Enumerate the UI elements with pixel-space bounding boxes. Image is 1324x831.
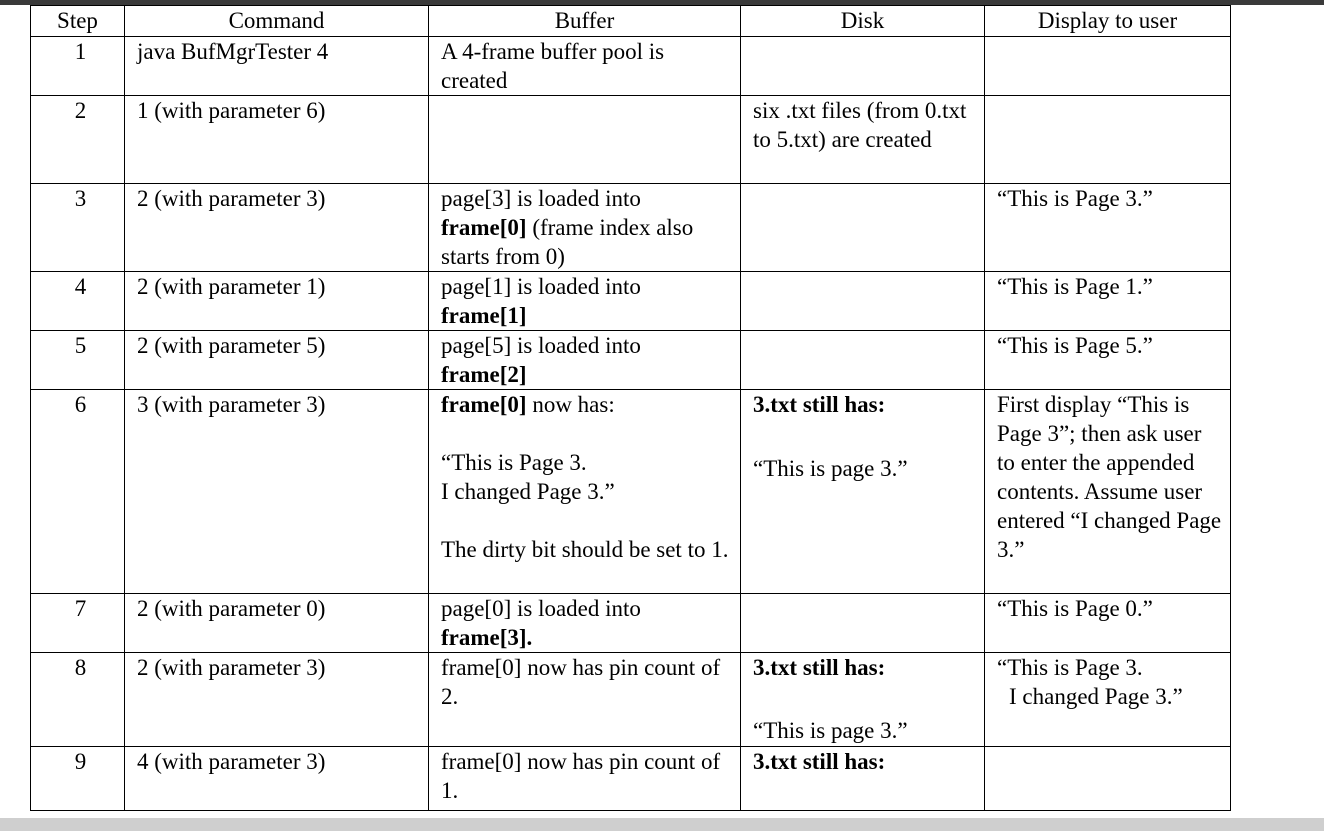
step-cell: 5: [31, 331, 125, 390]
disk-text: “This is page 3.”: [753, 718, 908, 743]
header-row: [31, 6, 1231, 37]
table-row: [31, 331, 1231, 390]
table-row: [31, 96, 1231, 184]
disk-text: “This is page 3.”: [753, 456, 908, 481]
buffer-frame-label: frame[2]: [441, 362, 527, 387]
disk-cell: [741, 331, 985, 390]
disk-cell: six .txt files (from 0.txt to 5.txt) are created: [741, 96, 985, 184]
buffer-frame-label: frame[0]: [441, 392, 527, 417]
disk-heading: 3.txt still has:: [753, 392, 886, 417]
header-buffer: Buffer: [429, 6, 741, 37]
display-text: “This is Page 3.: [997, 655, 1143, 680]
disk-cell: [741, 184, 985, 272]
buffer-text: page[5] is loaded into: [441, 333, 641, 358]
buffer-cell: [429, 96, 741, 184]
command-cell: 3 (with parameter 3): [125, 390, 429, 594]
disk-heading: 3.txt still has:: [753, 749, 886, 774]
buffer-text: (frame index also starts from 0): [441, 215, 694, 269]
buffer-text: “This is Page 3.: [441, 450, 587, 475]
disk-cell: [741, 37, 985, 96]
display-cell: [985, 653, 1231, 747]
buffer-frame-label: frame[3].: [441, 625, 533, 650]
disk-cell: [741, 272, 985, 331]
buffer-cell: frame[0] now has pin count of 1.: [429, 747, 741, 811]
buffer-frame-label: frame[0]: [441, 215, 527, 240]
disk-heading: 3.txt still has:: [753, 655, 886, 680]
bottom-scroll-bar: [0, 818, 1324, 831]
buffer-frame-label: frame[1]: [441, 303, 527, 328]
disk-cell: [741, 653, 985, 747]
step-cell: 1: [31, 37, 125, 96]
header-display: Display to user: [985, 6, 1231, 37]
buffer-text: I changed Page 3.”: [441, 479, 615, 504]
table-row: [31, 272, 1231, 331]
command-cell: 2 (with parameter 3): [125, 184, 429, 272]
header-disk: Disk: [741, 6, 985, 37]
buffer-cell: A 4-frame buffer pool is created: [429, 37, 741, 96]
buffer-cell: [429, 184, 741, 272]
buffer-cell: [429, 331, 741, 390]
buffer-text: now has:: [532, 392, 615, 417]
buffer-text: page[0] is loaded into: [441, 596, 641, 621]
buffer-text: page[3] is loaded into: [441, 186, 641, 211]
table-row: [31, 184, 1231, 272]
disk-cell: [741, 390, 985, 594]
display-cell: [985, 96, 1231, 184]
buffer-cell: [429, 390, 741, 594]
display-cell: [985, 747, 1231, 811]
table-row: [31, 37, 1231, 96]
command-cell: 2 (with parameter 1): [125, 272, 429, 331]
command-cell: 2 (with parameter 0): [125, 594, 429, 653]
display-cell: [985, 37, 1231, 96]
buffer-text: page[1] is loaded into: [441, 274, 641, 299]
buffer-cell: frame[0] now has pin count of 2.: [429, 653, 741, 747]
step-cell: 6: [31, 390, 125, 594]
step-cell: 8: [31, 653, 125, 747]
display-cell: “This is Page 5.”: [985, 331, 1231, 390]
step-cell: 3: [31, 184, 125, 272]
display-cell: First display “This is Page 3”; then ask user to enter the appended contents. Assume user entered “I changed Page 3.”: [985, 390, 1231, 594]
header-command: Command: [125, 6, 429, 37]
command-cell: java BufMgrTester 4: [125, 37, 429, 96]
buffer-cell: [429, 594, 741, 653]
display-cell: “This is Page 0.”: [985, 594, 1231, 653]
buffer-text: The dirty bit should be set to 1.: [441, 537, 729, 562]
disk-cell: [741, 594, 985, 653]
buffer-cell: [429, 272, 741, 331]
table-row: [31, 594, 1231, 653]
command-cell: 4 (with parameter 3): [125, 747, 429, 811]
display-cell: “This is Page 1.”: [985, 272, 1231, 331]
step-cell: 7: [31, 594, 125, 653]
buffer-manager-steps-table: [30, 5, 1231, 811]
header-step: Step: [31, 6, 125, 37]
step-cell: 2: [31, 96, 125, 184]
command-cell: 1 (with parameter 6): [125, 96, 429, 184]
step-cell: 4: [31, 272, 125, 331]
display-text: I changed Page 3.”: [1009, 684, 1183, 709]
table-row: [31, 747, 1231, 811]
table-row: [31, 653, 1231, 747]
command-cell: 2 (with parameter 3): [125, 653, 429, 747]
step-cell: 9: [31, 747, 125, 811]
command-cell: 2 (with parameter 5): [125, 331, 429, 390]
disk-cell: [741, 747, 985, 811]
table-row: [31, 390, 1231, 594]
display-cell: “This is Page 3.”: [985, 184, 1231, 272]
